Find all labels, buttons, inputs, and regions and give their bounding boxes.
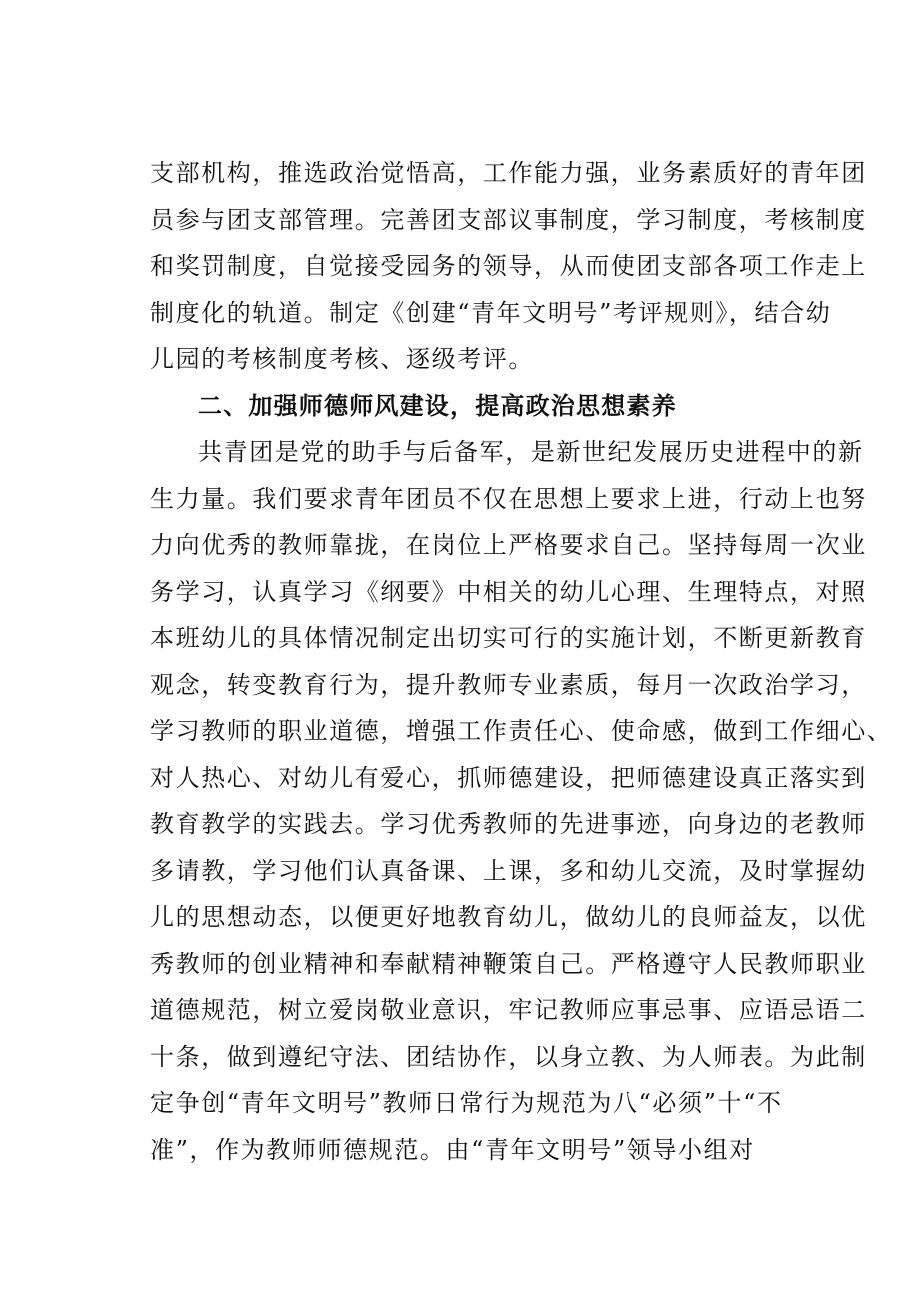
text-line: 多请教，学习他们认真备课、上课，多和幼儿交流，及时掌握幼 <box>150 856 867 885</box>
text-line: 制度化的轨道。制定《创建“青年文明号”考评规则》，结合幼 <box>150 298 832 327</box>
text-line: 教育教学的实践去。学习优秀教师的先进事迹，向身边的老教师 <box>150 810 867 838</box>
paragraph-section-two <box>150 429 893 1173</box>
text-line: 定争创“青年文明号”教师日常行为规范为八“必须”十“不 <box>150 1089 783 1117</box>
text-line: 对人热心、对幼儿有爱心，抓师德建设，把师德建设真正落实到 <box>150 763 867 792</box>
text-line: 生力量。我们要求青年团员不仅在思想上要求上进，行动上也努 <box>150 484 867 513</box>
paragraph-continued <box>150 150 867 383</box>
section-heading: 二、加强师德师风建设，提高政治思想素养 <box>198 391 677 420</box>
text-line: 本班幼儿的具体情况制定出切实可行的实施计划，不断更新教育 <box>150 624 867 652</box>
text-line: 务学习，认真学习《纲要》中相关的幼儿心理、生理特点，对照 <box>150 577 867 606</box>
document-body <box>150 150 893 1173</box>
text-line: 十条，做到遵纪守法、团结协作，以身立教、为人师表。为此制 <box>150 1042 867 1071</box>
text-line: 学习教师的职业道德，增强工作责任心、使命感，做到工作细心、 <box>150 717 893 745</box>
text-line: 观念，转变教育行为，提升教师专业素质，每月一次政治学习， <box>150 670 867 699</box>
text-line: 力向优秀的教师靠拢，在岗位上严格要求自己。坚持每周一次业 <box>150 531 867 559</box>
text-line: 儿的思想动态，以便更好地教育幼儿，做幼儿的良师益友，以优 <box>150 903 867 931</box>
text-line: 秀教师的创业精神和奉献精神鞭策自己。严格遵守人民教师职业 <box>150 949 867 978</box>
text-line: 和奖罚制度，自觉接受园务的领导，从而使团支部各项工作走上 <box>150 252 867 280</box>
text-line: 准”，作为教师师德规范。由“青年文明号”领导小组对 <box>150 1135 755 1164</box>
text-line: 儿园的考核制度考核、逐级考评。 <box>150 345 534 373</box>
text-line: 共青团是党的助手与后备军，是新世纪发展历史进程中的新 <box>198 438 864 466</box>
text-line: 支部机构，推选政治觉悟高，工作能力强，业务素质好的青年团 <box>150 159 867 187</box>
text-line: 员参与团支部管理。完善团支部议事制度，学习制度，考核制度 <box>150 205 867 234</box>
text-line: 道德规范，树立爱岗敬业意识，牢记教师应事忌事、应语忌语二 <box>150 996 867 1024</box>
